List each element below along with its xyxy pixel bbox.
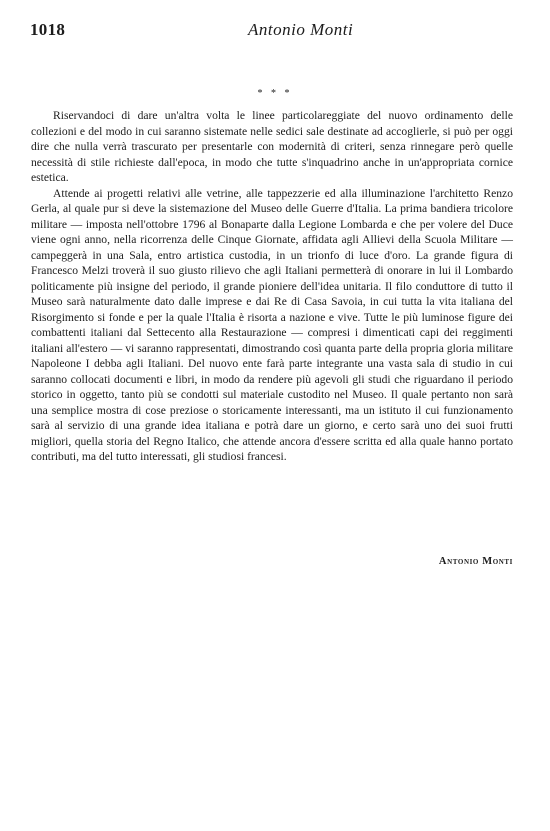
running-title: Antonio Monti: [248, 20, 354, 39]
body-text: [31, 108, 513, 465]
section-separator: * * *: [257, 88, 293, 99]
page-number: 1018: [30, 20, 66, 39]
page-header: [30, 20, 524, 42]
author-signature: Antonio Monti: [438, 556, 513, 567]
paragraph: Attende ai progetti relativi alle vetrine, alle tappezzerie ed alla illuminazione l'architetto Renzo Gerla, al quale pur si deve la sistemazione del Museo delle Guerre d'Italia. La prima bandiera tricolore militare — imposta nell'ottobre 1796 al Bonaparte dalla Legione Lombarda e che per volere del Duce viene ogni anno, nella ricorrenza delle Cinque Giornate, affidata agli Allievi della Scuola Militare — campeggerà in una Sala, entro artistica custodia, in un trionfo di luce d'oro. La grande figura di Francesco Melzi troverà il suo giusto rilievo che agli Italiani permetterà di onorare in lui il Lombardo politicamente più insigne del periodo, il grande pioniere dell'idea unitaria. Il filo conduttore di tutto il Museo sarà naturalmente dato dalle imprese e dai Re di Casa Savoia, in cui tutta la vita italiana del Risorgimento si fonde e per la quale l'Italia è risorta a nazione e vive. Tutte le più luminose figure dei combattenti italiani dal Settecento alla Restaurazione — compresi i dimenticati capi dei reggimenti italiani all'estero — vi saranno rappresentati, dimostrando così quanta parte della propria gloria militare Napoleone I debba agli Italiani. Del nuovo ente farà parte integrante una vasta sala di studio in cui saranno collocati documenti e libri, in modo da rendere più agevoli gli studi che riguardano il periodo storico in oggetto, tanto più se condotti sul materiale custodito nel Museo. Il quale pertanto non sarà una semplice mostra di cose preziose o storicamente interessanti, ma un istituto il cui funzionamento sarà al servizio di una grande idea italiana e potrà dare un giorno, e certo sarà uno dei suoi frutti migliori, quella storia del Regno Italico, che attende ancora d'essere scritta ed alla quale hanno portato contributi, ma del tutto interessati, gli studiosi francesi.: [31, 186, 513, 463]
paragraph: Riservandoci di dare un'altra volta le linee particolareggiate del nuovo ordinamento delle collezioni e del modo in cui saranno sistemate nelle sedici sale destinate ad accoglierle, si può per oggi dire che nulla verrà trascurato per presentarle con modernità di criteri, senza rinnegare però quelle necessità di stile richieste dall'epoca, in modo che tutte s'inquadrino anche in un'appropriata cornice estetica.: [31, 109, 513, 184]
